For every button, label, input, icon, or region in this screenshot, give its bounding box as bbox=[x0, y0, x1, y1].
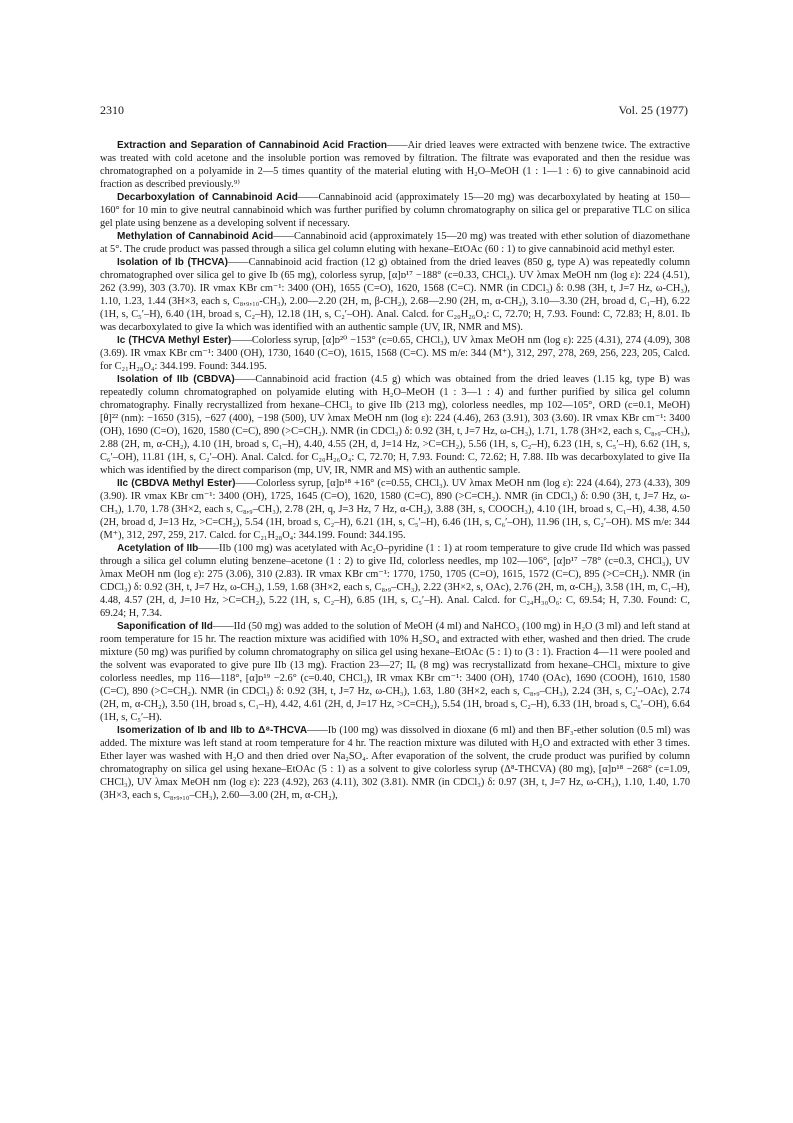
paragraph-text: ——Cannabinoid acid (approximately 15—20 mg) was decarboxylated by heating at 150—160° for 10 min to give neutral cannabinoid which was further purified by column chromatography on silica gel or preparative TLC on silica gel plate using benzene as a developing solvent if necessary. bbox=[100, 192, 690, 229]
article-body bbox=[100, 139, 690, 802]
paragraph-title: Acetylation of IIb bbox=[117, 543, 199, 554]
paragraph-text: ——Colorless syrup, [α]ᴅ²⁰ −153° (c=0.65, CHCl₃), UV λmax MeOH nm (log ε): 225 (4.31), 274 (4.09), 308 (3.69). IR νmax KBr cm⁻¹: 3400 (OH), 1730, 1640 (C=O), 1615, 1568 (C=C). MS m/e: 344 (M⁺), 312, 297, 278, 269, 256, 223, 205, Calcd. for C₂₁H₂₈O₄: 344.199. Found: 344.195. bbox=[100, 335, 690, 372]
paragraph-title: Extraction and Separation of Cannabinoid Acid Fraction bbox=[117, 140, 387, 151]
paragraph-title: Isolation of Ib (THCVA) bbox=[117, 257, 228, 268]
page-number: 2310 bbox=[100, 103, 124, 117]
paragraph-text: ——Air dried leaves were extracted with benzene twice. The extractive was treated with cold acetone and the insoluble portion was removed by filtration. The filtrate was evaporated and then the residue was chromatographed on a polyamide in 2—5 times quantity of the material eluting with H₂O–MeOH (1 : 1—1 : 6) to give cannabinoid acid fraction as described previously.⁹⁾ bbox=[100, 140, 690, 190]
paragraph-title: Isolation of IIb (CBDVA) bbox=[117, 374, 235, 385]
paragraph-isolation-ib bbox=[100, 256, 690, 334]
journal-volume: Vol. 25 (1977) bbox=[618, 103, 688, 117]
paragraph-text: ——Cannabinoid acid (approximately 15—20 mg) was treated with ether solution of diazomethane at 5°. The crude product was passed through a silica gel column eluting with hexane–EtOAc (60 : 1) to give cannabinoid acid methyl ester. bbox=[100, 231, 690, 255]
paragraph-title: Ic (THCVA Methyl Ester) bbox=[117, 335, 232, 346]
page-header bbox=[100, 103, 688, 119]
paragraph-isolation-iib bbox=[100, 373, 690, 477]
paragraph-ic bbox=[100, 334, 690, 373]
paragraph-text: ——IId (50 mg) was added to the solution of MeOH (4 ml) and NaHCO₃ (100 mg) in H₂O (3 ml) and left stand at room temperature for 15 hr. The reaction mixture was acidified with 10% H₂SO₄ and extracted with ether, washed and then dried. The crude mixture (50 mg) was purified by column chromatography on silica gel using hexane–EtOAc (5 : 1) to (3 : 1). Fraction 4—11 were pooled and the solvent was evaporated to give pure IIb (13 mg). Fraction 23—27; IIₑ (8 mg) was recrystallizatd from hexane–CHCl₃ mixture to give colorless needles, mp 116—118°, [α]ᴅ¹⁹ −2.6° (c=0.40, CHCl₃), IR νmax KBr cm⁻¹: 3400 (OH), 1740 (OAc), 1690 (COOH), 1610, 1580 (C=C), 890 (>C=CH₂). NMR (in CDCl₃) δ: 0.92 (3H, t, J=7 Hz, ω-CH₃), 1.63, 1.80 (3H×2, each s, C₈,₉–CH₃), 2.24 (3H, s, C₂′–OAc), 2.74 (2H, m, α-CH₂), 3.50 (1H, broad s, C₁–H), 4.42, 4.61 (2H, d, J=17 Hz, >C=CH₂), 5.54 (1H, broad s, C₂–H), 6.33 (1H, broad s, C₆′–OH), 6.64 (1H, s, C₅′–H). bbox=[100, 621, 690, 723]
paragraph-methylation bbox=[100, 230, 690, 256]
paragraph-iic bbox=[100, 477, 690, 542]
paragraph-title: Decarboxylation of Cannabinoid Acid bbox=[117, 192, 298, 203]
paragraph-isomerization bbox=[100, 724, 690, 802]
paragraph-extraction bbox=[100, 139, 690, 191]
paragraph-saponification bbox=[100, 620, 690, 724]
paragraph-text: ——Colorless syrup, [α]ᴅ¹⁸ +16° (c=0.55, CHCl₃). UV λmax MeOH nm (log ε): 224 (4.64), 273 (4.33), 309 (3.90). IR νmax KBr cm⁻¹: 3400 (OH), 1725, 1645 (C=O), 1620, 1580 (C=C), 890 (>C=CH₂). NMR (in CDCl₃) δ: 0.90 (3H, t, J=7 Hz, ω-CH₃), 1.70, 1.78 (3H×2, each s, C₈,₉–CH₃), 2.78 (2H, q, J=3 Hz, 7 Hz, α-CH₂), 3.88 (3H, s, COOCH₃), 4.10 (1H, broad s, C₁–H), 4.38, 4.50 (2H, broad d, J=13 Hz, >C=CH₂), 5.54 (1H, broad s, C₂–H), 6.21 (1H, s, C₅′–H), 6.46 (1H, s, C₆′–OH), 11.96 (1H, s, C₂′–OH). MS m/e: 344 (M⁺), 312, 297, 259, 217. Calcd. for C₂₁H₂₈O₄: 344.199. Found: 344.195. bbox=[100, 478, 690, 541]
paragraph-text: ——Cannabinoid acid fraction (12 g) obtained from the dried leaves (850 g, type A) was repeatedly column chromatographed over silica gel to give Ib (65 mg), colorless syrup, [α]ᴅ¹⁷ −188° (c=0.33, CHCl₃). UV λmax MeOH nm (log ε): 224 (4.51), 262 (3.99), 303 (3.70). IR νmax KBr cm⁻¹: 3400 (OH), 1655 (C=O), 1620, 1568 (C=C). NMR (in CDCl₃) δ: 0.98 (3H, t, J=7 Hz, ω-CH₃), 1.10, 1.23, 1.44 (3H×3, each s, C₈,₉,₁₀-CH₃), 2.00—2.20 (2H, m, β-CH₂), 2.68—2.90 (2H, m, α-CH₂), 3.10—3.30 (2H, broad d, C₁–H), 6.22 (1H, s, C₅′–H), 6.40 (1H, broad s, C₂–H), 12.18 (1H, s, C₂′–OH). Anal. Calcd. for C₂₀H₂₆O₄: C, 72.70; H, 7.93. Found: C, 72.83; H, 8.01. Ib was decarboxylated to give Ia which was identified with an authentic sample (UV, IR, NMR and MS). bbox=[100, 257, 690, 333]
paragraph-title: Isomerization of Ib and IIb to Δ⁸-THCVA bbox=[117, 725, 308, 736]
paragraph-title: Saponification of IId bbox=[117, 621, 213, 632]
paragraph-acetylation bbox=[100, 542, 690, 620]
paragraph-text: ——Ib (100 mg) was dissolved in dioxane (6 ml) and then BF₃-ether solution (0.5 ml) was added. The mixture was left stand at room temperature for 4 hr. The reaction mixture was diluted with H₂O and extracted with ether 3 times. Ether layer was washed with H₂O and then dried over Na₂SO₄. After evaporation of the solvent, the crude product was purified by column chromatography on silica gel using hexane–EtOAc (5 : 1) as a solvent to give colorless syrup (Δ⁸-THCVA) (80 mg), [α]ᴅ¹⁸ −268° (c=1.09, CHCl₃), UV λmax MeOH nm (log ε): 223 (4.92), 263 (4.11), 302 (3.81). NMR (in CDCl₃) δ: 0.97 (3H, t, J=7 Hz, ω-CH₃), 1.10, 1.40, 1.70 (3H×3, each s, C₈,₉,₁₀–CH₃), 2.60—3.00 (2H, m, α-CH₂), bbox=[100, 725, 690, 801]
paragraph-text: ——IIb (100 mg) was acetylated with Ac₂O–pyridine (1 : 1) at room temperature to give crude IId which was passed through a silica gel column eluting benzene–acetone (1 : 2) to give IId, colorless needles, mp 102—106°, [α]ᴅ¹⁷ −78° (c=0.3, CHCl₃), UV λmax MeOH nm (log ε): 275 (3.06), 310 (2.83). IR νmax KBr cm⁻¹: 1770, 1750, 1705 (C=O), 1615, 1572 (C=C), 895 (>C=CH₂). NMR (in CDCl₃) δ: 0.92 (3H, t, J=7 Hz, ω-CH₃), 1.59, 1.68 (3H×2, each s, C₈,₉–CH₃), 2.22 (3H×2, s, OAc), 2.76 (2H, m, α-CH₂), 3.58 (1H, m, C₁–H), 4.48, 4.57 (2H, d, J=10 Hz, >C=CH₂), 5.22 (1H, s, C₂–H), 6.85 (1H, s, C₅′–H). Anal. Calcd. for C₂₄H₃₀O₆: C, 69.54; H, 7.30. Found: C, 69.24; H, 7.34. bbox=[100, 543, 690, 619]
paragraph-text: ——Cannabinoid acid fraction (4.5 g) which was obtained from the dried leaves (1.15 kg, type B) was repeatedly column chromatographed on polyamide eluting with H₂O–MeOH (1 : 3—1 : 4) and further purified by silica gel column chromatography. Finally recrystallized from hexane–CHCl₃ to give IIb (213 mg), colorless needles, mp 102—105°, ORD (c=0.1, MeOH) [θ]²² (nm): −1650 (315), −627 (400), −198 (500), UV λmax MeOH nm (log ε): 224 (4.46), 263 (3.91), 303 (3.60). IR νmax KBr cm⁻¹: 3400 (OH), 1690 (C=O), 1620, 1580 (C=C), 890 (>C=CH₂). NMR (in CDCl₃) δ: 0.92 (3H, t, J=7 Hz, ω-CH₃), 1.71, 1.78 (3H×2, each s, C₈,₉–CH₃), 2.88 (2H, m, α-CH₂), 4.10 (1H, broad s, C₁–H), 4.40, 4.55 (2H, d, J=14 Hz, >C=CH₂), 5.56 (1H, s, C₂–H), 6.23 (1H, s, C₅′–H), 6.62 (1H, s, C₆′–OH), 11.81 (1H, s, C₂′–OH). Anal. Calcd. for C₂₀H₂₆O₄: C, 72.70; H, 7.93. Found: C, 72.62; H, 7.88. IIb was decarboxylated to give IIa which was identified by the direct comparison (mp, UV, IR, NMR and MS) with an authentic sample. bbox=[100, 374, 690, 476]
paragraph-title: IIc (CBDVA Methyl Ester) bbox=[117, 478, 236, 489]
paragraph-title: Methylation of Cannabinoid Acid bbox=[117, 231, 274, 242]
paragraph-decarboxylation bbox=[100, 191, 690, 230]
